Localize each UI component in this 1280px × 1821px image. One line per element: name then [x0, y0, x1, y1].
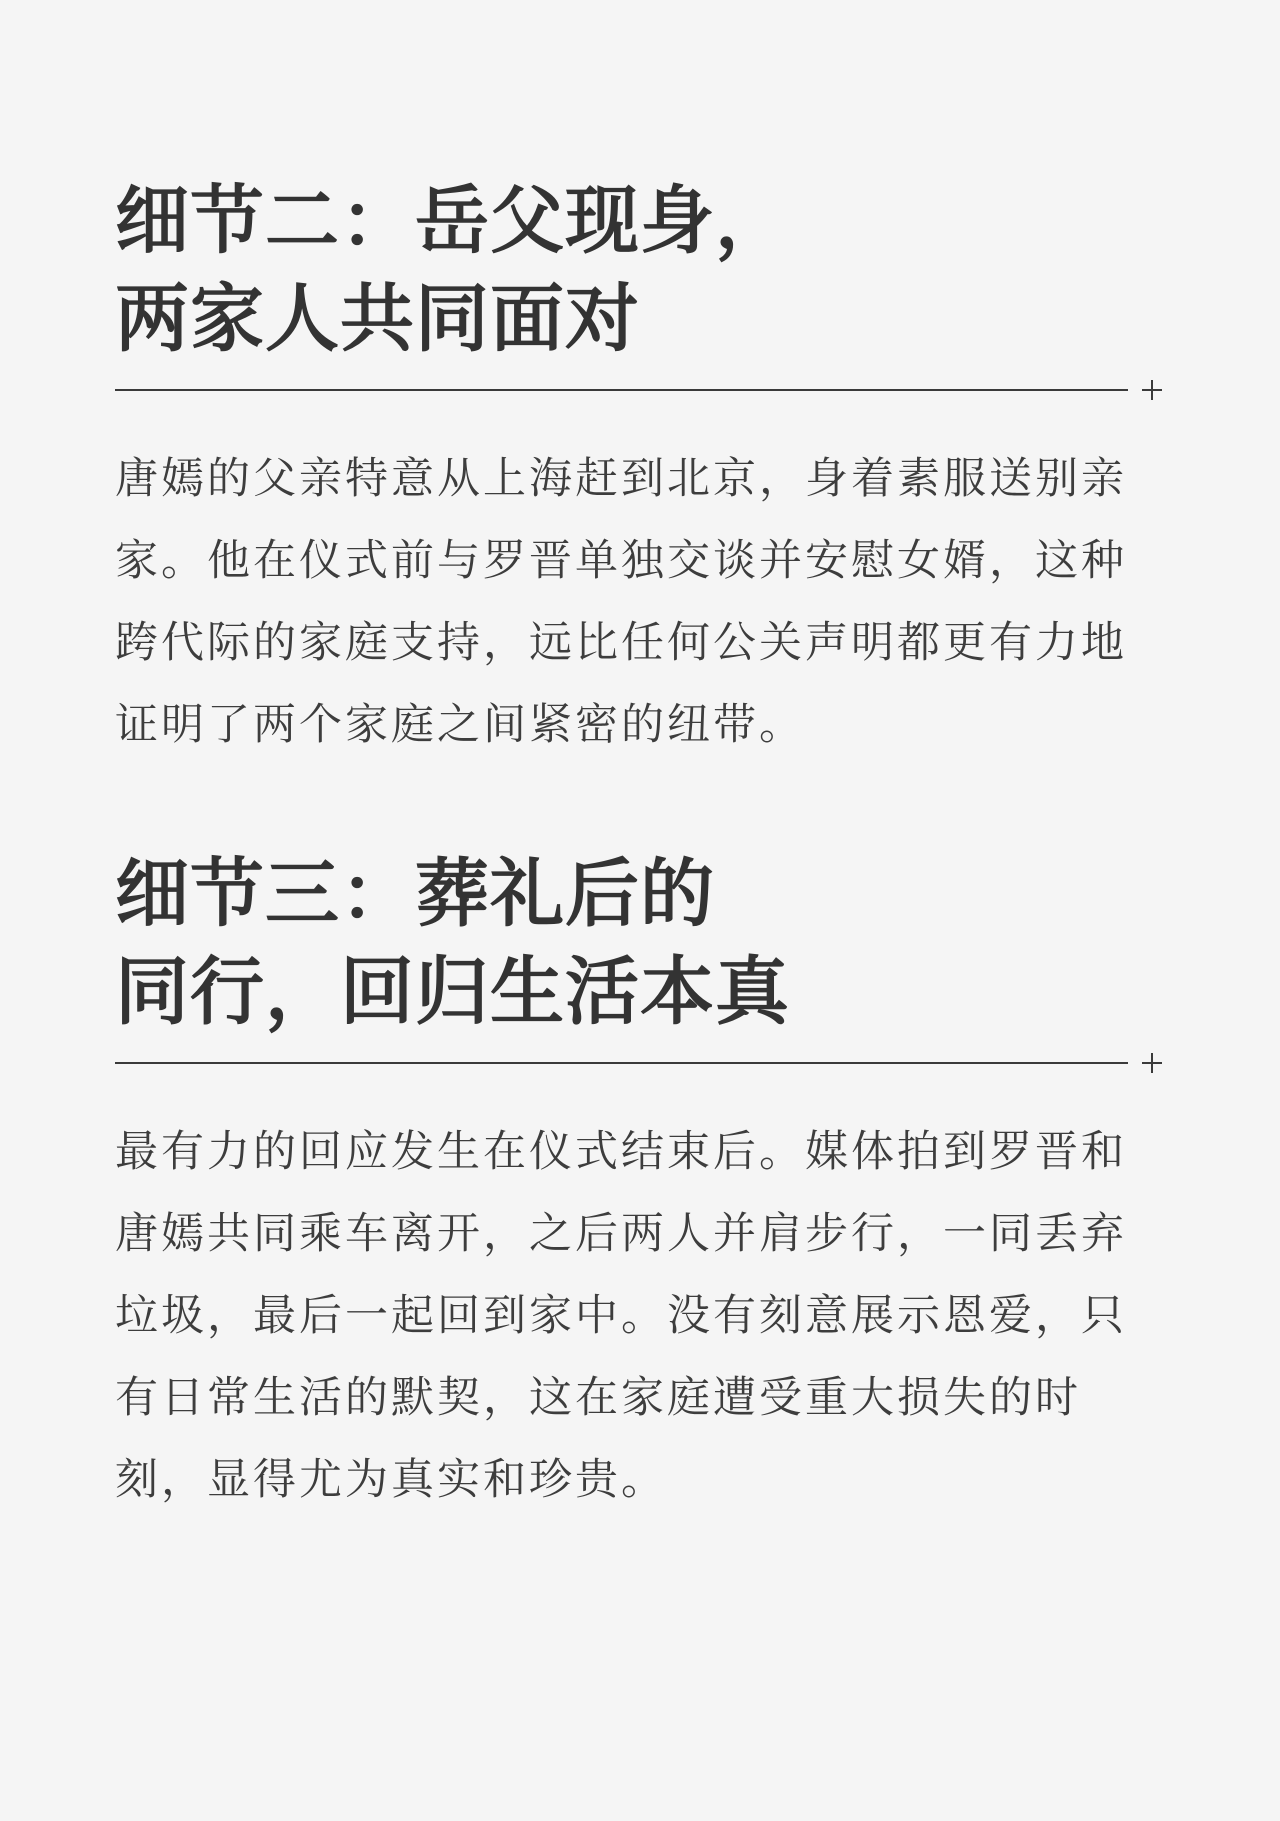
section-detail-3: [115, 845, 1165, 1521]
section-heading: [115, 845, 1165, 1041]
heading-line: 细节三：葬礼后的: [115, 851, 715, 937]
plus-icon: [1142, 380, 1162, 400]
section-divider: [115, 380, 1165, 400]
section-divider: [115, 1053, 1165, 1073]
divider-line: [115, 389, 1128, 391]
body-line: 最有力的回应发生在仪式结束后。媒体拍到罗晋和: [115, 1127, 1127, 1177]
body-line: 证明了两个家庭之间紧密的纽带。: [115, 700, 805, 750]
heading-line: 两家人共同面对: [115, 276, 640, 362]
divider-line: [115, 1062, 1128, 1064]
body-line: 唐嫣共同乘车离开，之后两人并肩步行，一同丢弃: [115, 1209, 1127, 1259]
section-detail-2: [115, 172, 1165, 766]
plus-icon: [1142, 1053, 1162, 1073]
body-line: 有日常生活的默契，这在家庭遭受重大损失的时: [115, 1373, 1081, 1423]
section-body: [115, 1111, 1165, 1521]
body-line: 唐嫣的父亲特意从上海赶到北京，身着素服送别亲: [115, 454, 1127, 504]
body-line: 家。他在仪式前与罗晋单独交谈并安慰女婿，这种: [115, 536, 1127, 586]
body-line: 刻，显得尤为真实和珍贵。: [115, 1455, 667, 1505]
section-heading: [115, 172, 1165, 368]
body-line: 跨代际的家庭支持，远比任何公关声明都更有力地: [115, 618, 1127, 668]
heading-line: 同行，回归生活本真: [115, 949, 790, 1035]
section-body: [115, 438, 1165, 766]
heading-line: 细节二：岳父现身，: [115, 178, 790, 264]
body-line: 垃圾，最后一起回到家中。没有刻意展示恩爱，只: [115, 1291, 1127, 1341]
